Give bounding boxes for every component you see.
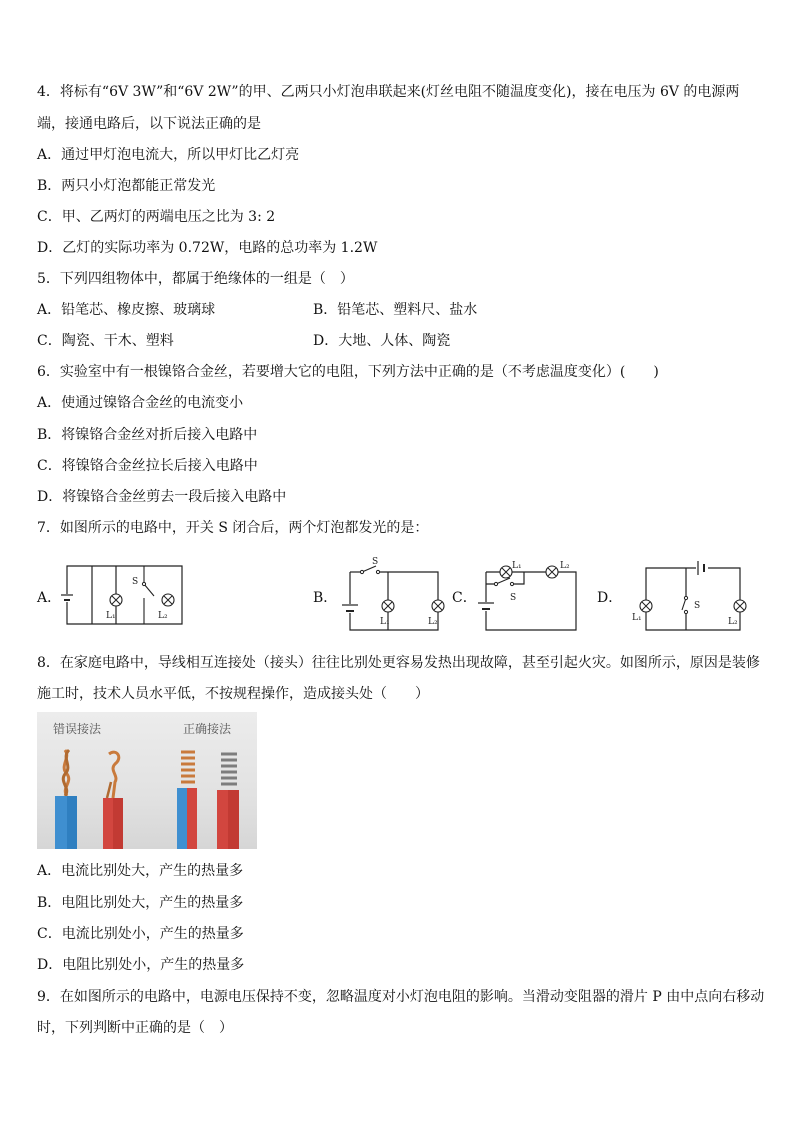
circuit-b-l2-label: L₂ bbox=[428, 617, 438, 627]
circuit-c-s-label: S bbox=[510, 593, 517, 603]
q8-option-d: D．电阻比别处小，产生的热量多 bbox=[37, 957, 245, 973]
photo-caption-wrong: 错误接法 bbox=[53, 722, 102, 736]
switch-icon bbox=[142, 566, 154, 624]
q4-option-d: D．乙灯的实际功率为 0.72W，电路的总功率为 1.2W bbox=[37, 240, 378, 256]
q6-option-d: D．将镍铬合金丝剪去一段后接入电路中 bbox=[37, 489, 287, 505]
q5-option-c: C．陶瓷、干木、塑料 bbox=[37, 333, 174, 349]
q7-label-a: A． bbox=[37, 590, 62, 606]
circuit-d-diagram bbox=[628, 558, 754, 632]
lamp-l1-icon bbox=[640, 600, 652, 612]
q6-option-b: B．将镍铬合金丝对折后接入电路中 bbox=[37, 427, 258, 443]
wire-joint-photo bbox=[37, 712, 257, 849]
q7-label-c: C． bbox=[452, 590, 477, 606]
q8-option-c: C．电流比别处小，产生的热量多 bbox=[37, 926, 244, 942]
battery-icon bbox=[342, 604, 358, 613]
circuit-b-diagram bbox=[340, 556, 450, 634]
lamp-l2-icon bbox=[734, 600, 746, 612]
q5-stem: 5．下列四组物体中，都属于绝缘体的一组是（ ） bbox=[37, 271, 354, 287]
circuit-a-s-label: S bbox=[132, 577, 139, 587]
q8-option-a: A．电流比别处大，产生的热量多 bbox=[37, 863, 244, 879]
lamp-l1-icon bbox=[110, 594, 122, 606]
lamp-l1-icon bbox=[500, 566, 512, 578]
switch-icon bbox=[494, 578, 513, 588]
q4-stem-line1: 4．将标有“6V 3W”和“6V 2W”的甲、乙两只小灯泡串联起来(灯丝电阻不随温度变化)，接在电压为 6V 的电源两 bbox=[37, 84, 740, 100]
lamp-l2-icon bbox=[162, 594, 174, 606]
circuit-c-diagram bbox=[476, 558, 581, 632]
q9-stem-line2: 时，下列判断中正确的是（ ） bbox=[37, 1020, 233, 1036]
q8-stem-line1: 8．在家庭电路中，导线相互连接处（接头）往往比别处更容易发热出现故障，甚至引起火灾。如图所示，原因是装修 bbox=[37, 655, 760, 671]
circuit-a-diagram bbox=[62, 558, 192, 630]
q6-stem: 6．实验室中有一根镍铬合金丝，若要增大它的电阻，下列方法中正确的是（不考虑温度变化）( ) bbox=[37, 364, 659, 380]
photo-caption-right: 正确接法 bbox=[183, 722, 232, 736]
q8-option-b: B．电阻比别处大，产生的热量多 bbox=[37, 895, 244, 911]
q5-option-b: B．铅笔芯、塑料尺、盐水 bbox=[313, 302, 478, 318]
q8-stem-line2: 施工时，技术人员水平低，不按规程操作，造成接头处（ ） bbox=[37, 686, 429, 702]
q4-stem-line2: 端，接通电路后，以下说法正确的是 bbox=[37, 116, 261, 132]
switch-icon bbox=[360, 566, 379, 574]
lamp-l2-icon bbox=[546, 566, 558, 578]
battery-icon bbox=[696, 561, 708, 575]
switch-icon bbox=[682, 596, 690, 614]
lamp-l2-icon bbox=[432, 600, 444, 612]
circuit-d-l2-label: L₂ bbox=[728, 617, 738, 627]
lamp-l1-icon bbox=[382, 600, 394, 612]
q4-option-b: B．两只小灯泡都能正常发光 bbox=[37, 178, 216, 194]
q6-option-a: A．使通过镍铬合金丝的电流变小 bbox=[37, 395, 244, 411]
circuit-d-s-label: S bbox=[694, 601, 701, 611]
battery-icon bbox=[478, 602, 494, 611]
q4-option-a: A．通过甲灯泡电流大，所以甲灯比乙灯亮 bbox=[37, 147, 300, 163]
q5-option-d: D．大地、人体、陶瓷 bbox=[313, 333, 451, 349]
q9-stem-line1: 9．在如图所示的电路中，电源电压保持不变，忽略温度对小灯泡电阻的影响。当滑动变阻器的滑片 P 由中点向右移动 bbox=[37, 989, 765, 1005]
circuit-a-l2-label: L₂ bbox=[158, 611, 168, 621]
q7-label-d: D． bbox=[597, 590, 623, 606]
q4-option-c: C．甲、乙两灯的两端电压之比为 3: 2 bbox=[37, 209, 276, 225]
q5-option-a: A．铅笔芯、橡皮擦、玻璃球 bbox=[37, 302, 216, 318]
circuit-b-s-label: S bbox=[372, 557, 379, 567]
circuit-b-l1-label: L₁ bbox=[380, 617, 390, 627]
wire-joints-illustration bbox=[37, 712, 257, 849]
circuit-c-l1-label: L₁ bbox=[512, 561, 522, 571]
circuit-a-l1-label: L₁ bbox=[106, 611, 116, 621]
battery-icon bbox=[61, 594, 73, 602]
circuit-c-l2-label: L₂ bbox=[560, 561, 570, 571]
q6-option-c: C．将镍铬合金丝拉长后接入电路中 bbox=[37, 458, 258, 474]
q7-label-b: B． bbox=[313, 590, 338, 606]
circuit-d-l1-label: L₁ bbox=[632, 613, 642, 623]
q7-stem: 7．如图所示的电路中，开关 S 闭合后，两个灯泡都发光的是： bbox=[37, 520, 429, 536]
